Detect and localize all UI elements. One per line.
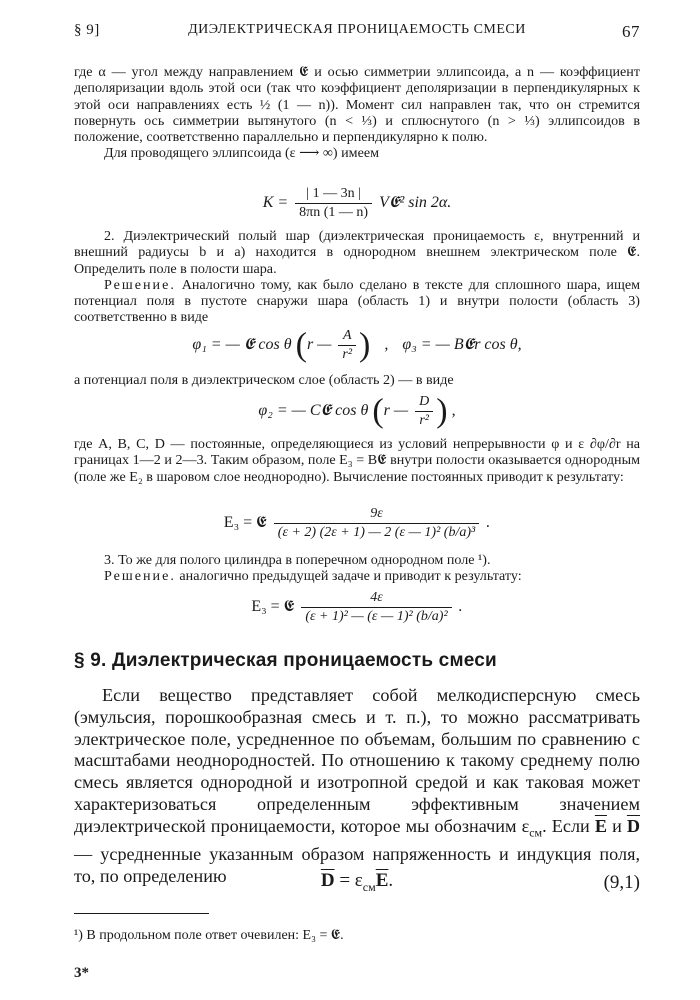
eq-phi1-den: r² xyxy=(342,347,353,362)
text-block-5 xyxy=(74,552,640,585)
solution-label: Решение. xyxy=(104,276,176,293)
eq-K-rhs: V𝕰² sin 2α. xyxy=(379,194,452,212)
section-heading: § 9. Диэлектрическая проницаемость смеси xyxy=(74,650,497,671)
page-header xyxy=(74,22,640,46)
equation-phi1-phi3: φ₁ = — 𝕰 cos θ (r — $\frac{A}{\text{r²}}$ ) , φ₃ = — B𝕰r cos θ, xyxy=(192,326,522,364)
paren-open: ( xyxy=(372,392,384,430)
paragraph-conducting: Для проводящего эллипсоида (ε ⟶ ∞) имеем xyxy=(104,145,380,162)
eq-K-num: | 1 — 3n | xyxy=(295,186,372,204)
problem-2: 2. Диэлектрический полый шар (диэлектрическая проницаемость ε, внутренний и внешний радиусы b и a) находится в однородном внешнем электрическом поле 𝕰. Определить поле в полости шара. xyxy=(74,228,640,277)
main-paragraph-block xyxy=(74,685,640,888)
eps-sym: ε xyxy=(521,815,530,836)
eq91-body xyxy=(74,870,640,895)
text-block-1 xyxy=(74,64,640,162)
eq-phi2-den: r² xyxy=(419,413,429,428)
eq-phi1-lhs: φ₁ = — 𝕰 cos θ xyxy=(192,336,292,354)
equation-E3-sphere xyxy=(74,506,640,541)
equation-number: (9,1) xyxy=(603,872,640,893)
paragraph-layer: а потенциал поля в диэлектрическом слое (область 2) — в виде xyxy=(74,372,454,388)
running-title: ДИЭЛЕКТРИЧЕСКАЯ ПРОНИЦАЕМОСТЬ СМЕСИ xyxy=(188,22,526,37)
eq-K-den: 8πn (1 — n) xyxy=(299,205,369,220)
eps-sub: см xyxy=(529,825,543,840)
solution-2 xyxy=(74,277,640,326)
main-paragraph-and: и xyxy=(612,815,622,836)
eq-phi1-r: r — xyxy=(306,336,332,354)
eq-phi2-tail: , xyxy=(451,402,456,420)
solution-label-3: Решение. xyxy=(104,568,176,585)
problem-3: 3. То же для полого цилиндра в поперечном однородном поле ¹). xyxy=(104,552,491,568)
footnote-rule xyxy=(74,913,209,914)
eq91-E: $\overline{E}$ xyxy=(375,870,389,891)
D-bar: $\overline{D}$ xyxy=(626,815,641,836)
eq-phi2-num: D xyxy=(415,394,433,412)
eq91-D: $\overline{D}$ xyxy=(320,870,335,891)
eq-E3b-num: 4ε xyxy=(301,590,451,608)
eq-K-fraction xyxy=(295,186,372,221)
main-paragraph xyxy=(74,685,640,888)
eq-phi2-r: r — xyxy=(383,402,409,420)
eq91-eq: = ε xyxy=(339,870,363,891)
eq91-sub: см xyxy=(362,879,376,894)
paren-close: ) xyxy=(436,392,448,430)
equation-phi2 xyxy=(74,394,640,429)
paragraph-constants: где A, B, C, D — постоянные, определяющиеся из условий непрерывности φ и ε ∂φ/∂r на границах 1—2 и 2—3. Таким образом, поле E₃ = B𝕰 внутри полости оказывается однородным (поле же E₂ в шаровом слое неоднородно). Вычисление постоянных приводит к результату: xyxy=(74,436,640,485)
eq-E3a-num: 9ε xyxy=(274,506,479,524)
paren-open: ( xyxy=(295,326,307,364)
eq-phi3: φ₃ = — B𝕰r cos θ, xyxy=(402,336,522,354)
eq-phi1-num: A xyxy=(338,328,356,346)
solution-2-text: Аналогично тому, как было сделано в тексте для сплошного шара, ищем потенциал поля в пустоте снаружи шара (область 1) и внутри полости (область 3) соответственно в виде xyxy=(74,276,640,326)
equation-E3-cylinder xyxy=(74,590,640,625)
eq-E3b-tail: . xyxy=(458,598,463,616)
eq-E3a-den: (ε + 2) (2ε + 1) — 2 (ε — 1)² (b/a)³ xyxy=(277,525,476,540)
eq-phi2-lhs: φ₂ = — C𝕰 cos θ xyxy=(258,402,369,420)
signature-mark: 3* xyxy=(74,965,89,981)
eq-E3b-lhs: E₃ = 𝕰 xyxy=(251,598,295,616)
text-block-2 xyxy=(74,228,640,326)
solution-3-text: аналогично предыдущей задаче и приводит к результату: xyxy=(179,568,522,585)
equation-9-1 xyxy=(74,870,640,900)
section-ref: § 9] xyxy=(74,22,100,38)
main-paragraph-c: . Если xyxy=(542,815,590,836)
eq-E3b-fraction xyxy=(301,590,451,625)
eq-E3b-den: (ε + 1)² — (ε — 1)² (b/a)² xyxy=(305,609,448,624)
eq-K-lhs: K = xyxy=(262,194,289,212)
text-block-3 xyxy=(74,372,640,388)
E-bar: $\overline{E}$ xyxy=(594,815,607,836)
eq-E3a-lhs: E₃ = 𝕰 xyxy=(223,514,267,532)
equation-K xyxy=(74,186,640,221)
main-paragraph-e: — усредненные указанным образом напряженность и индукция поля, то, по определению xyxy=(74,844,640,887)
paren-close: ) xyxy=(359,326,371,364)
paragraph-alpha: где α — угол между направлением 𝕰 и осью симметрии эллипсоида, а n — коэффициент деполяризации вдоль этой оси (так что коэффициент деполяризации в перпендикулярных к этой оси направлениях есть ½ (1 — n)). Момент сил направлен так, что он стремится повернуть ось симметрии вытянутого (n < ⅓) и сплюснутого (n > ⅓) эллипсоидов в положение, соответственно параллельно и перпендикулярно к полю. xyxy=(74,64,640,146)
eq-phi1-fraction xyxy=(338,328,356,363)
eq91-dot: . xyxy=(388,870,394,891)
eq-E3a-tail: . xyxy=(486,514,491,532)
eq-phi2-fraction xyxy=(415,394,433,429)
footnote: ¹) В продольном поле ответ очевилен: E₃ = 𝕰. xyxy=(74,928,344,943)
page-number: 67 xyxy=(622,22,640,41)
eq-E3a-fraction xyxy=(274,506,479,541)
text-block-4 xyxy=(74,436,640,485)
solution-3 xyxy=(74,568,640,584)
main-paragraph-text: Если вещество представляет собой мелкодисперсную смесь (эмульсия, порошкообразная смесь и т. п.), то можно рассматривать электрическое поле, усредненное по объемам, большим по сравнению с масштабами неоднородностей. По отношению к такому среднему полю смесь является однородной и изотропной средой и как таковая может характеризоваться определенным эффективным значением диэлектрической проницаемости, которое мы обозначим xyxy=(74,685,640,836)
